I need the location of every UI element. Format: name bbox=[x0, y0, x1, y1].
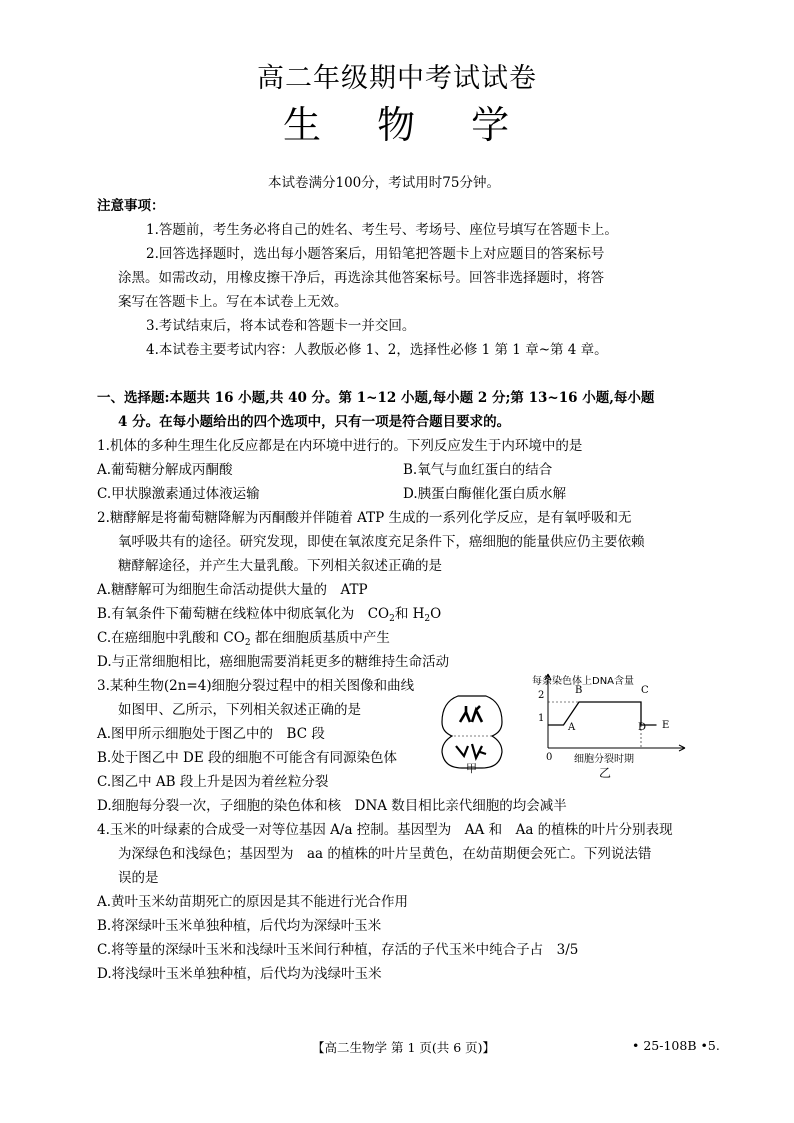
q2-stem-line2: 氧呼吸共有的途径。研究发现，即使在氧浓度充足条件下，癌细胞的能量供应仍主要依赖 bbox=[118, 534, 645, 550]
q4-option-a: A.黄叶玉米幼苗期死亡的原因是其不能进行光合作用 bbox=[97, 894, 409, 910]
footer-code: • 25-108B •5. bbox=[632, 1038, 720, 1053]
chart-title: 每条染色体上DNA含量 bbox=[532, 676, 635, 687]
q1-option-c: C.甲状腺激素通过体液运输 bbox=[97, 486, 260, 502]
section1-heading-line1: 一、选择题:本题共 16 小题,共 40 分。第 1~12 小题,每小题 2 分;第 13~16 小题,每小题 bbox=[97, 390, 655, 406]
origin-label: 0 bbox=[546, 752, 553, 763]
q2-option-b: B.有氧条件下葡萄糖在线粒体中彻底氧化为 $CO_2$和 $H_2O$ bbox=[97, 606, 442, 624]
q2-option-c: C.在癌细胞中乳酸和 $CO_2$ 都在细胞质基质中产生 bbox=[97, 630, 390, 648]
section1-heading-line2: 4 分。在每小题给出的四个选项中，只有一项是符合题目要求的。 bbox=[118, 414, 511, 430]
q1-stem: 1.机体的多种生理生化反应都是在内环境中进行的。下列反应发生于内环境中的是 bbox=[97, 438, 583, 454]
q3-option-b: B.处于图乙中 DE 段的细胞不可能含有同源染色体 bbox=[97, 750, 397, 766]
figure-jia-label: 甲 bbox=[466, 762, 477, 775]
figure-yi-label: 乙 bbox=[599, 766, 612, 780]
q1-option-b: B.氧气与血红蛋白的结合 bbox=[403, 462, 553, 478]
note-3: 3.考试结束后，将本试卷和答题卡一并交回。 bbox=[146, 318, 416, 334]
point-b-label: B bbox=[575, 685, 583, 696]
figure-yi-chart bbox=[530, 668, 690, 772]
q2-stem-line1: 2.糖酵解是将葡萄糖降解为丙酮酸并伴随着 ATP 生成的一系列化学反应，是有氧呼吸和无 bbox=[97, 510, 632, 526]
note-2-line3: 案写在答题卡上。写在本试卷上无效。 bbox=[118, 294, 348, 310]
cell-membrane bbox=[442, 696, 502, 768]
note-2-line2: 涂黑。如需改动，用橡皮擦干净后，再选涂其他答案标号。回答非选择题时，将答 bbox=[118, 270, 604, 286]
q4-option-b: B.将深绿叶玉米单独种植，后代均为深绿叶玉米 bbox=[97, 918, 382, 934]
q3-option-a: A.图甲所示细胞处于图乙中的 BC 段 bbox=[97, 726, 325, 742]
point-e-label: E bbox=[662, 720, 670, 731]
q3-option-d: D.细胞每分裂一次，子细胞的染色体和核 DNA 数目相比亲代细胞的均会减半 bbox=[97, 798, 567, 814]
y-tick-2: 2 bbox=[538, 690, 545, 701]
q2-stem-line3: 糖酵解途径，并产生大量乳酸。下列相关叙述正确的是 bbox=[118, 558, 442, 574]
notes-heading: 注意事项： bbox=[97, 198, 165, 214]
q3-option-c: C.图乙中 AB 段上升是因为着丝粒分裂 bbox=[97, 774, 329, 790]
q4-stem-line2: 为深绿色和浅绿色；基因型为 aa 的植株的叶片呈黄色，在幼苗期便会死亡。下列说法错 bbox=[118, 846, 652, 862]
exam-title: 高二年级期中考试试卷 bbox=[257, 63, 537, 94]
q4-option-c: C.将等量的深绿叶玉米和浅绿叶玉米间行种植，存活的子代玉米中纯合子占 3/5 bbox=[97, 942, 579, 958]
point-a-label: A bbox=[568, 722, 576, 733]
exam-info: 本试卷满分100分，考试用时75分钟。 bbox=[268, 175, 500, 191]
q3-stem-line1: 3.某种生物(2n=4)细胞分裂过程中的相关图像和曲线 bbox=[97, 678, 415, 694]
q4-option-d: D.将浅绿叶玉米单独种植，后代均为浅绿叶玉米 bbox=[97, 966, 382, 982]
y-tick-1: 1 bbox=[538, 713, 545, 724]
q2-option-a: A.糖酵解可为细胞生命活动提供大量的 ATP bbox=[97, 582, 368, 598]
q4-stem-line1: 4.玉米的叶绿素的合成受一对等位基因 A/a 控制。基因型为 AA 和 Aa 的植株的叶片分别表现 bbox=[97, 822, 673, 838]
note-4: 4.本试卷主要考试内容：人教版必修 1、2，选择性必修 1 第 1 章~第 4 章。 bbox=[146, 342, 608, 358]
q2-option-d: D.与正常细胞相比，癌细胞需要消耗更多的糖维持生命活动 bbox=[97, 654, 450, 670]
lower-chromosomes bbox=[456, 744, 486, 758]
q4-stem-line3: 误的是 bbox=[118, 870, 159, 886]
q1-option-a: A.葡萄糖分解成丙酮酸 bbox=[97, 462, 233, 478]
note-2-line1: 2.回答选择题时，选出每小题答案后，用铅笔把答题卡上对应题目的答案标号 bbox=[146, 246, 605, 262]
subject-title: 生 物 学 bbox=[283, 103, 532, 147]
upper-chromosomes bbox=[460, 706, 482, 722]
footer-page-info: 【高二生物学 第 1 页(共 6 页)】 bbox=[312, 1040, 496, 1055]
point-d-label: D bbox=[638, 722, 647, 733]
q1-option-d: D.胰蛋白酶催化蛋白质水解 bbox=[403, 486, 567, 502]
q3-stem-line2: 如图甲、乙所示，下列相关叙述正确的是 bbox=[118, 702, 361, 718]
point-c-label: C bbox=[641, 685, 649, 696]
note-1: 1.答题前，考生务必将自己的姓名、考生号、考场号、座位号填写在答题卡上。 bbox=[146, 222, 618, 238]
chart-xlabel: 细胞分裂时期 bbox=[574, 754, 634, 765]
